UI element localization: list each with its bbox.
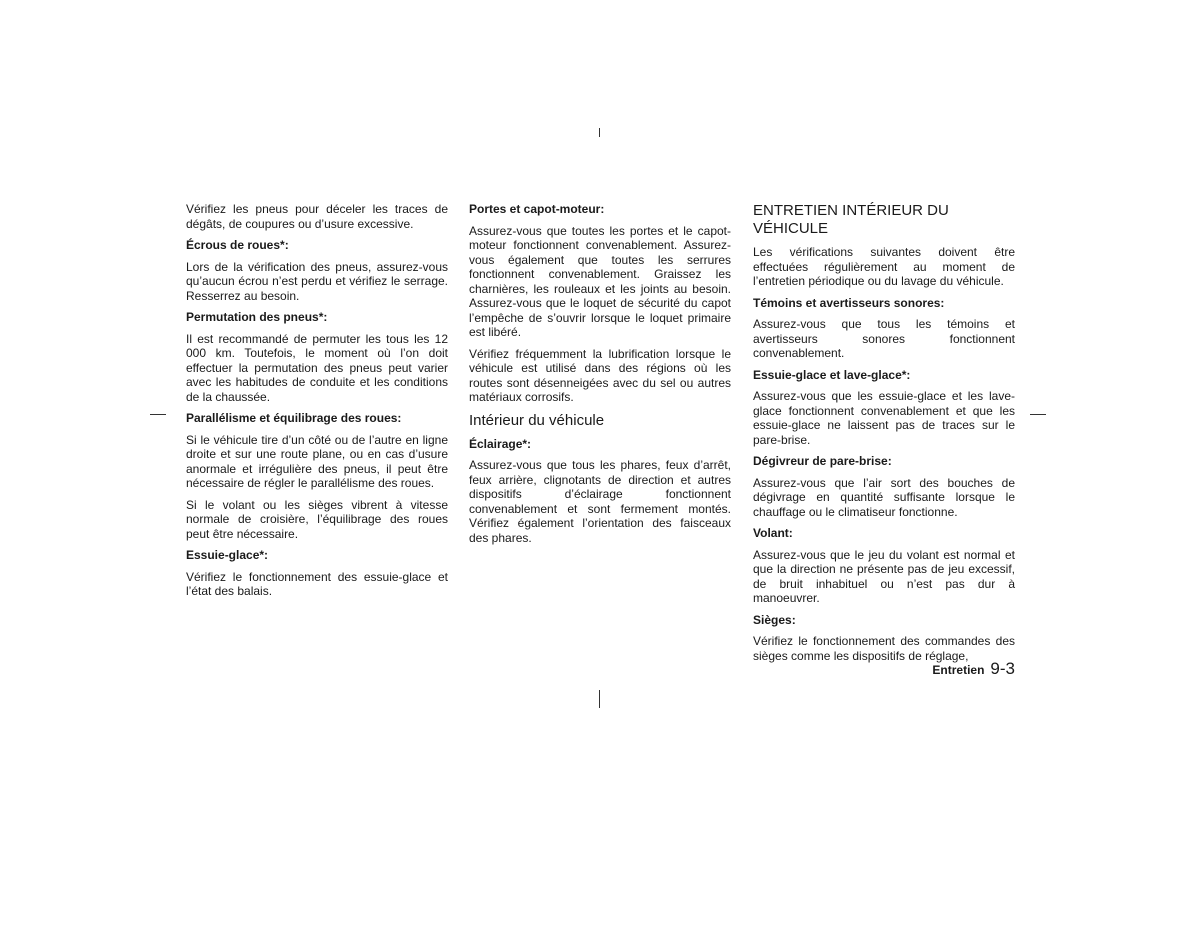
footer-section-title: Entretien bbox=[932, 663, 985, 677]
text-column-1 bbox=[186, 202, 448, 606]
paragraph: Assurez-vous que tous les phares, feux d’arrêt, feux arrière, clignotants de direction et autres dispositifs d’éclairage fonctionnent convenablement et sont fermement montés. Vérifiez également l’orientation des faisceaux des phares. bbox=[469, 458, 731, 545]
paragraph: Lors de la vérification des pneus, assurez-vous qu’aucun écrou n’est perdu et vérifiez le serrage. Resserrez au besoin. bbox=[186, 259, 448, 303]
subheading: Permutation des pneus*: bbox=[186, 310, 328, 324]
crop-mark-top bbox=[599, 128, 600, 137]
paragraph: Assurez-vous que tous les témoins et avertisseurs sonores fonctionnent convenablement. bbox=[753, 317, 1015, 360]
text-column-3 bbox=[753, 202, 1015, 670]
section-heading: Intérieur du véhicule bbox=[469, 411, 605, 429]
page-footer bbox=[860, 659, 1015, 679]
paragraph: Vérifiez les pneus pour déceler les traces de dégâts, de coupures ou d’usure excessive. bbox=[186, 202, 448, 231]
subheading: Dégivreur de pare-brise: bbox=[753, 454, 892, 468]
paragraph: Il est recommandé de permuter les tous les 12 000 km. Toutefois, le moment où l’on doit effectuer la permutation des pneus peut varier avec les habitudes de conduite et les conditions de la chaussée. bbox=[186, 331, 448, 404]
subheading: Essuie-glace et lave-glace*: bbox=[753, 367, 911, 382]
subheading: Éclairage*: bbox=[469, 436, 532, 451]
paragraph: Les vérifications suivantes doivent être effectuées régulièrement au moment de l’entretien périodique ou du lavage du véhicule. bbox=[753, 245, 1015, 288]
crop-mark-bottom bbox=[599, 690, 600, 708]
text-column-2 bbox=[469, 202, 731, 552]
paragraph: Si le véhicule tire d’un côté ou de l’autre en ligne droite et sur une route plane, ou en cas d’usure anormale et irrégulière des pneus, il peut être nécessaire de régler le parallélisme des roues. bbox=[186, 432, 448, 490]
crop-mark-right bbox=[1030, 414, 1046, 415]
paragraph: Assurez-vous que toutes les portes et le capot-moteur fonctionnent convenablement. Assurez-vous également que toutes les serrures fonctionnent convenablement. Graissez les charnières, les rouleaux et les joints au besoin. Assurez-vous que le loquet de sécurité du capot l’empêche de s’ouvrir lorsque le loquet primaire est libéré. bbox=[469, 223, 731, 339]
paragraph: Assurez-vous que le jeu du volant est normal et que la direction ne présente pas de jeu excessif, de bruit inhabituel ou n’est pas dur à manoeuvrer. bbox=[753, 547, 1015, 605]
paragraph: Vérifiez fréquemment la lubrification lorsque le véhicule est utilisé dans des régions où les routes sont désenneigées avec du sel ou autres matériaux corrosifs. bbox=[469, 346, 731, 404]
subheading: Volant: bbox=[753, 526, 793, 540]
crop-mark-left bbox=[150, 414, 166, 415]
subheading: Portes et capot-moteur: bbox=[469, 202, 605, 216]
chapter-heading: ENTRETIEN INTÉRIEUR DU VÉHICULE bbox=[753, 202, 949, 237]
subheading: Essuie-glace*: bbox=[186, 548, 269, 562]
subheading: Écrous de roues*: bbox=[186, 238, 289, 252]
subheading: Témoins et avertisseurs sonores: bbox=[753, 295, 945, 310]
paragraph: Si le volant ou les sièges vibrent à vitesse normale de croisière, l’équilibrage des roues peut être nécessaire. bbox=[186, 497, 448, 541]
subheading: Sièges: bbox=[753, 612, 796, 627]
page-number: 9-3 bbox=[990, 659, 1015, 678]
subheading: Parallélisme et équilibrage des roues: bbox=[186, 411, 402, 425]
paragraph: Assurez-vous que l’air sort des bouches de dégivrage en quantité suffisante lorsque le chauffage ou le climatiseur fonctionne. bbox=[753, 475, 1015, 519]
paragraph: Vérifiez le fonctionnement des essuie-glace et l’état des balais. bbox=[186, 569, 448, 598]
paragraph: Vérifiez le fonctionnement des commandes des sièges comme les dispositifs de réglage, bbox=[753, 634, 1015, 663]
paragraph: Assurez-vous que les essuie-glace et les lave-glace fonctionnent convenablement et que les essuie-glace ne laissent pas de traces sur le pare-brise. bbox=[753, 389, 1015, 447]
